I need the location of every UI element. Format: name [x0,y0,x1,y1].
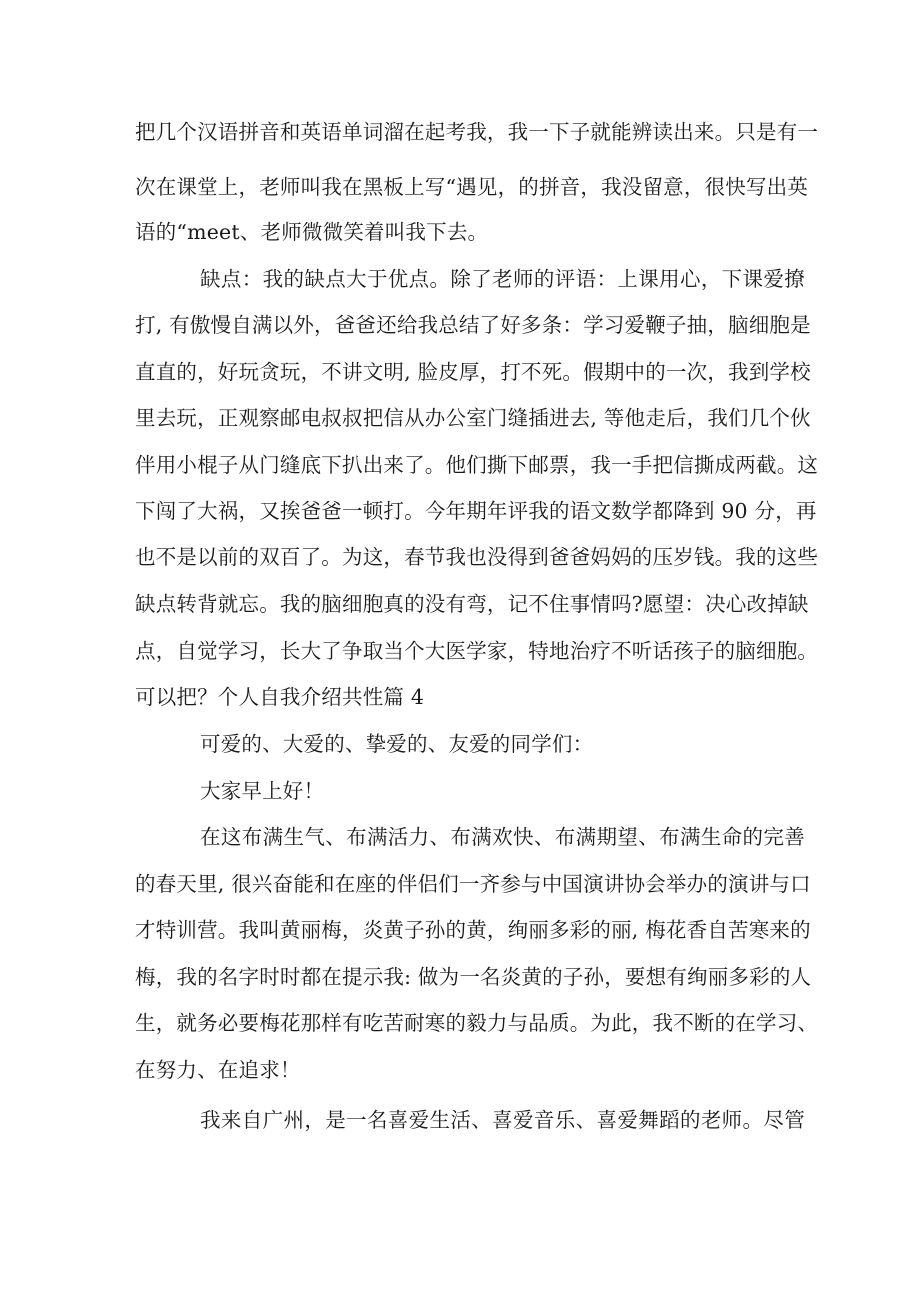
text-line: 大家早上好！ [200,779,325,803]
text-line: 次在课堂上，老师叫我在黑板上写“遇见，的拼音，我没留意，很快写出英 [135,175,809,199]
text-line: 点，自觉学习，长大了争取当个大医学家，特地治疗不听话孩子的脑细胞。 [135,639,819,663]
text-line: 语的“meet、老师微微笑着叫我下去。 [135,220,489,244]
text-line: 也不是以前的双百了。为这，春节我也没得到爸爸妈妈的压岁钱。我的这些 [135,545,819,569]
text-line: 可以把？个人自我介绍共性篇 4 [135,685,425,709]
text-line: 可爱的、大爱的、挚爱的、友爱的同学们： [200,732,594,756]
text-line: 伴用小棍子从门缝底下扒出来了。他们撕下邮票，我一手把信撕成两截。这 [135,453,819,477]
text-line: 把几个汉语拼音和英语单词溜在起考我，我一下子就能辨读出来。只是有一 [135,120,819,144]
text-line: 才特训营。我叫黄丽梅，炎黄子孙的黄，绚丽多彩的丽, 梅花香自苦寒来的 [135,918,811,942]
text-line: 生，就务必要梅花那样有吃苦耐寒的毅力与品质。为此，我不断的在学习、 [135,1011,819,1035]
text-line: 的春天里, 很兴奋能和在座的伴侣们一齐参与中国演讲协会举办的演讲与口 [135,872,811,896]
text-line: 梅，我的名字时时都在提示我: 做为一名炎黄的子孙，要想有绚丽多彩的人 [135,965,812,989]
text-line: 直直的，好玩贪玩，不讲文明, 脸皮厚，打不死。假期中的一次，我到学校 [135,360,811,384]
text-line: 缺点：我的缺点大于优点。除了老师的评语：上课用心，下课爱撩 [200,267,805,291]
text-line: 打, 有傲慢自满以外，爸爸还给我总结了好多条：学习爱鞭子抽，脑细胞是 [135,313,811,337]
text-line: 我来自广州，是一名喜爱生活、喜爱音乐、喜爱舞蹈的老师。尽管 [200,1108,805,1132]
text-line: 在这布满生气、布满活力、布满欢快、布满期望、布满生命的完善 [200,825,805,849]
text-line: 下闯了大祸，又挨爸爸一顿打。今年期年评我的语文数学都降到 90 分，再 [135,499,817,523]
text-line: 在努力、在追求！ [135,1058,301,1082]
text-line: 里去玩，正观察邮电叔叔把信从办公室门缝插进去, 等他走后，我们几个伙 [135,406,811,430]
text-line: 缺点转背就忘。我的脑细胞真的没有弯，记不住事情吗?愿望：决心改掉缺 [135,592,809,616]
